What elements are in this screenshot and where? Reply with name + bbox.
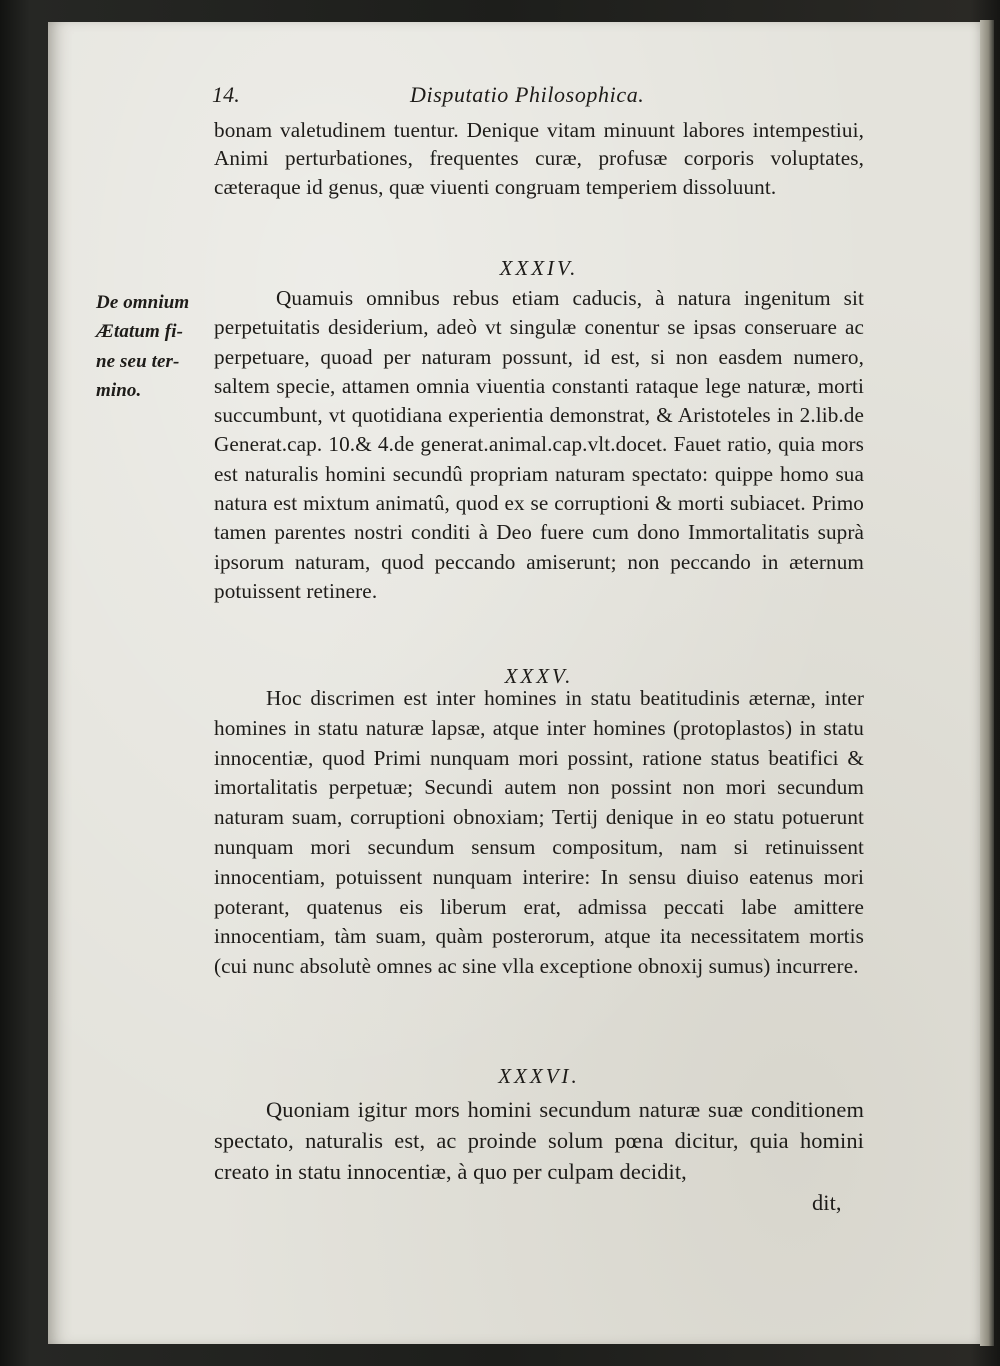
section-36-body bbox=[214, 1094, 864, 1187]
page-edge bbox=[980, 20, 994, 1346]
margin-note-line: De omnium bbox=[96, 292, 190, 313]
section-36-text: Quoniam igitur mors homini secundum naturæ suæ conditionem spectato, naturalis est, ac proinde solum pœna dicitur, quia homini creato in statu innocentiæ, à quo per culpam decidit, bbox=[214, 1097, 864, 1184]
section-35-text: Hoc discrimen est inter homines in statu beatitudinis æternæ, inter homines in statu naturæ lapsæ, atque inter homines (protoplastos) in statu innocentiæ, quod Primi nunquam mori possint, ratione status beatifici & imortalitatis perpetuæ; Secundi autem non possint non mori secundum naturam suam, corruptioni obnoxiam; Tertij denique in eo statu potuerunt nunquam mori secundum sensum compositum, nam si retinuissent innocentiam, potuissent nunquam interire: In sensu diuiso eatenus mori poterant, quatenus eis liberum erat, admissa peccati labe amittere innocentiam, tàm suam, quàm posterorum, atque ita necessitatem mortis (cui nunc absolutè omnes ac sine vlla exceptione obnoxij sumus) incurrere. bbox=[214, 686, 864, 979]
section-34-body bbox=[214, 284, 864, 606]
margin-note-line: Ætatum fi- bbox=[96, 321, 184, 343]
section-35-body bbox=[214, 684, 864, 982]
section-34-text: Quamuis omnibus rebus etiam caducis, à natura ingenitum sit perpetuitatis desiderium, adeò vt singulæ conentur se ipsas conseruare ac perpetuare, quoad per naturam possunt, id est, si non easdem numero, saltem specie, attamen omnia viuentia constanti rataque lege naturæ, morti succumbunt, vt quotidiana experientia demonstrat, & Aristoteles in 2.lib.de Generat.cap. 10.& 4.de generat.animal.cap.vlt.docet. Fauet ratio, quia mors est naturalis homini secundû propriam naturam spectato: quippe homo sua natura est mixtum animatû, quod ex se corruptioni & morti subiacet. Primo tamen parentes nostri conditi à Deo fuere cum dono Immortalitatis suprà ipsorum naturam, quod peccando amiserunt; non peccando in æternum potuissent retinere. bbox=[214, 286, 864, 603]
margin-note-line: ne seu ter- bbox=[96, 350, 180, 372]
top-paragraph bbox=[214, 116, 864, 201]
section-34-heading: XXXIV. bbox=[499, 256, 579, 280]
margin-note-line: mino. bbox=[96, 379, 142, 401]
catchword: dit, bbox=[812, 1190, 842, 1215]
section-36-heading: XXXVI. bbox=[498, 1064, 580, 1088]
page-number: 14. bbox=[212, 82, 240, 107]
margin-note bbox=[96, 288, 208, 405]
section-35-heading: XXXV. bbox=[504, 664, 574, 688]
running-title: Disputatio Philosophica. bbox=[410, 82, 645, 107]
top-paragraph-text: bonam valetudinem tuentur. Denique vitam minuunt labores intempestiui, Animi perturbationes, frequentes curæ, profusæ corporis voluptates, cæteraque id genus, quæ viuenti congruam temperiem dissoluunt. bbox=[214, 118, 864, 199]
page-header bbox=[212, 82, 862, 116]
